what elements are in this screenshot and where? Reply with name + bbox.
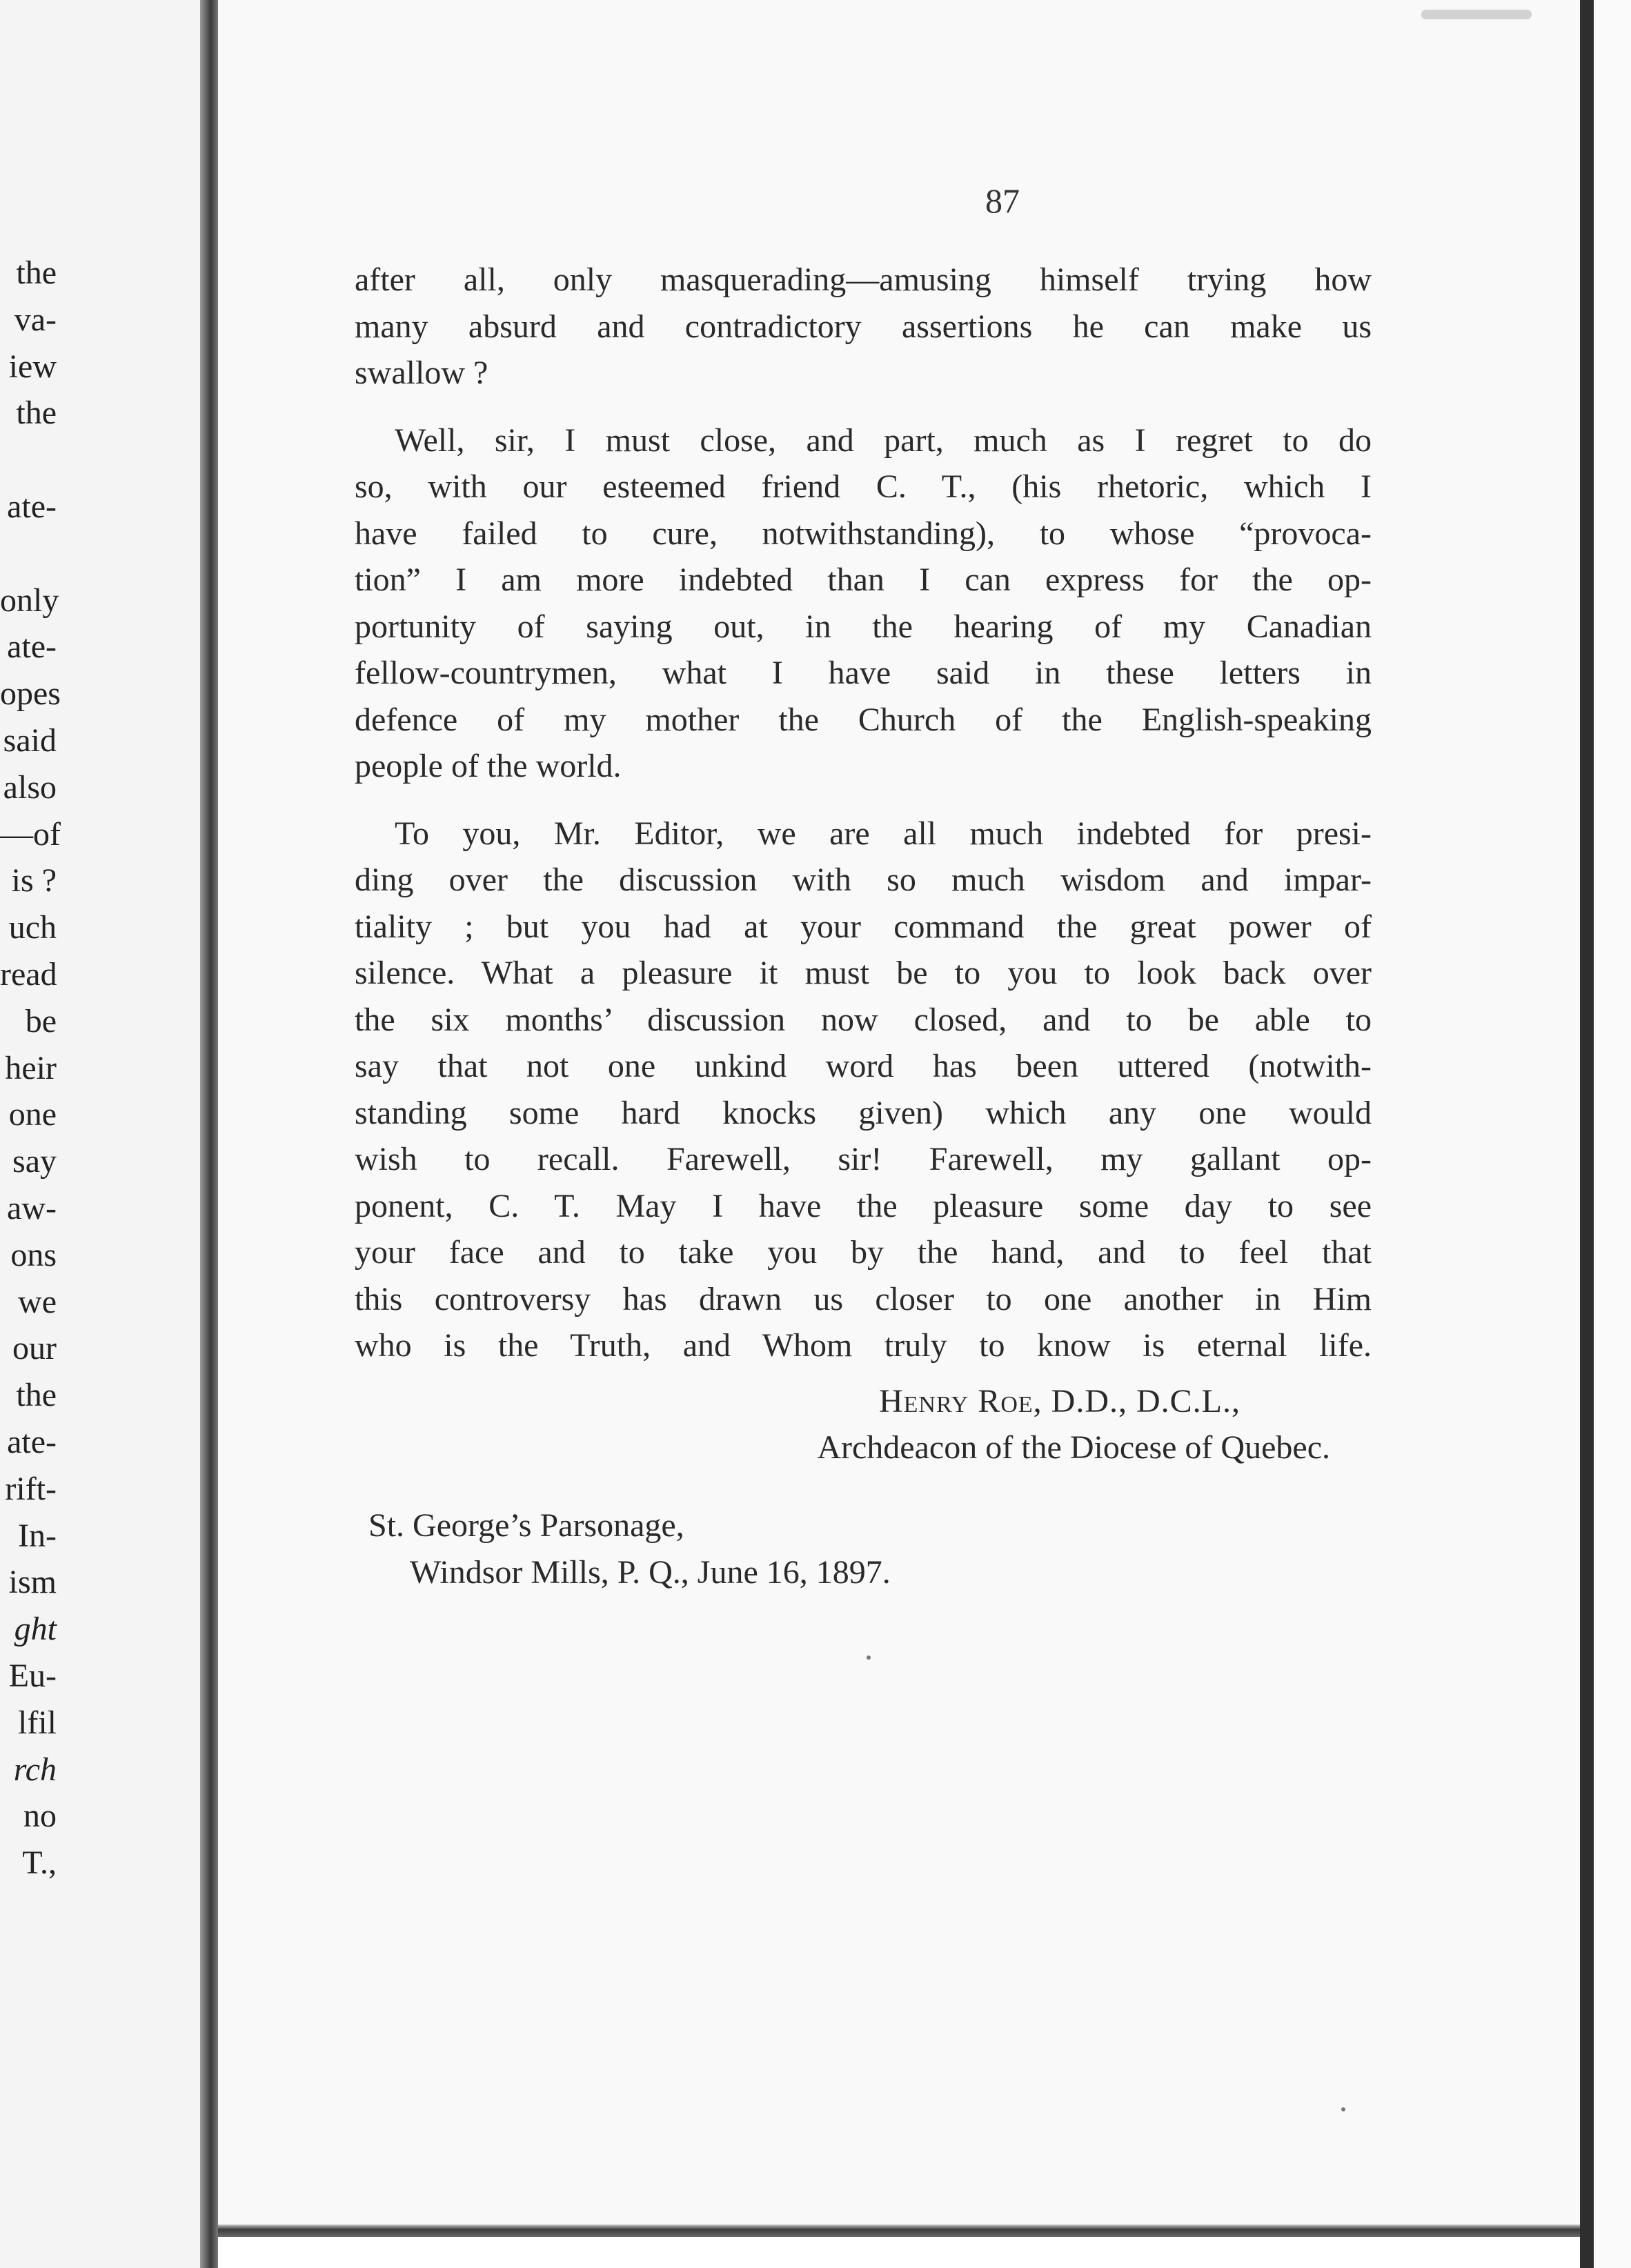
text-line: your face and to take you by the hand, and to feel that [355,1234,1372,1271]
text-line: wish to recall. Farewell, sir! Farewell, my gallant op- [355,1141,1372,1177]
left-page-fragment: lfil [18,1704,57,1741]
left-page-fragment: the [16,255,57,291]
paragraph [355,810,1372,1369]
left-page-fragment: opes [0,675,61,713]
text-line: many absurd and contradictory assertions he can make us [355,308,1372,345]
signature-name [218,1378,1330,1424]
left-page-fragment: said [3,722,57,759]
text-line: ponent, C. T. May I have the pleasure some day to see [355,1187,1372,1224]
scan-margin [1594,0,1631,2268]
book-page [218,0,1580,2225]
left-page-fragment: no [23,1798,57,1835]
left-page-fragment: say [12,1143,57,1180]
scan-smudge [1421,10,1532,19]
text-line: after all, only masquerading—amusing himself trying how [355,261,1372,298]
left-page-fragment: rch [13,1751,57,1788]
book-gutter [200,0,218,2268]
left-page-fragment: ate- [7,628,57,666]
text-line: silence. What a pleasure it must be to you to look back over [355,955,1372,991]
text-line: people of the world. [355,748,622,784]
text-line: standing some hard knocks given) which any one would [355,1094,1372,1131]
body-text [355,257,1372,1369]
text-line: tiality ; but you had at your command the great power of [355,908,1372,945]
left-page-fragment: In- [18,1517,57,1554]
text-line: the six months’ discussion now closed, and to be able to [355,1001,1372,1038]
left-page-fragment: our [12,1330,57,1367]
text-line: say that not one unkind word has been uttered (notwith- [355,1048,1372,1084]
text-line: swallow ? [355,355,488,391]
left-page-fragment: read [0,956,57,993]
left-page-fragment: va- [14,301,57,338]
dateline-address-date: Windsor Mills, P. Q., June 16, 1897. [410,1554,891,1591]
text-line: portunity of saying out, in the hearing of my Canadian [355,608,1372,645]
left-page-fragment: the [16,395,57,432]
text-line: tion” I am more indebted than I can express for the op- [355,561,1372,598]
left-page-fragment: T., [22,1844,57,1882]
text-line: ding over the discussion with so much wisdom and impar- [355,862,1372,898]
paragraph [355,417,1372,790]
dateline-place: St. George’s Parsonage, [368,1507,684,1544]
left-page-fragment: Eu- [8,1658,57,1694]
left-page-fragment: one [8,1096,57,1133]
left-page-fragment: aw- [7,1190,57,1226]
page-right-edge [1580,0,1594,2268]
left-page-fragment: we [18,1283,57,1320]
left-page-fragment: iew [8,348,57,385]
left-page-fragment: ism [8,1564,57,1601]
text-line: fellow-countrymen, what I have said in these letters in [355,655,1372,691]
left-page-fragment: ght [14,1611,57,1648]
page-number: 87 [985,181,1020,220]
left-page-fragment: ate- [7,488,57,525]
signature-title: Archdeacon of the Diocese of Quebec. [817,1429,1330,1466]
signature-block [218,1378,1330,1471]
paragraph [355,257,1372,397]
left-page-fragment: —of [0,815,61,853]
left-page-fragment: be [25,1002,57,1040]
dateline [368,1502,891,1596]
text-line: this controversy has drawn us closer to one another in Him [355,1280,1372,1317]
left-page-fragment: rift- [5,1470,57,1507]
left-page-fragment: uch [8,909,57,946]
left-facing-page [0,0,200,2268]
left-page-fragment: the [16,1377,57,1414]
left-page-fragment: also [3,768,57,806]
text-line: To you, Mr. Editor, we are all much indebted for presi- [395,815,1372,852]
left-page-fragment: is ? [11,862,57,899]
page-bottom-edge [218,2225,1580,2237]
text-line: defence of my mother the Church of the English-speaking [355,701,1372,738]
left-page-fragment: ate- [7,1424,57,1460]
text-line: Well, sir, I must close, and part, much as I regret to do [395,421,1372,459]
left-page-fragment: only [0,581,59,619]
text-line: have failed to cure, notwithstanding), to whose “provoca- [355,515,1372,552]
signature-name-text: Henry Roe, D.D., D.C.L., [878,1383,1240,1420]
text-line: so, with our esteemed friend C. T., (his rhetoric, which I [355,468,1372,505]
left-page-fragment: ons [10,1236,57,1273]
text-line: who is the Truth, and Whom truly to know is eternal life. [355,1327,1372,1364]
left-page-fragment: heir [5,1049,57,1086]
